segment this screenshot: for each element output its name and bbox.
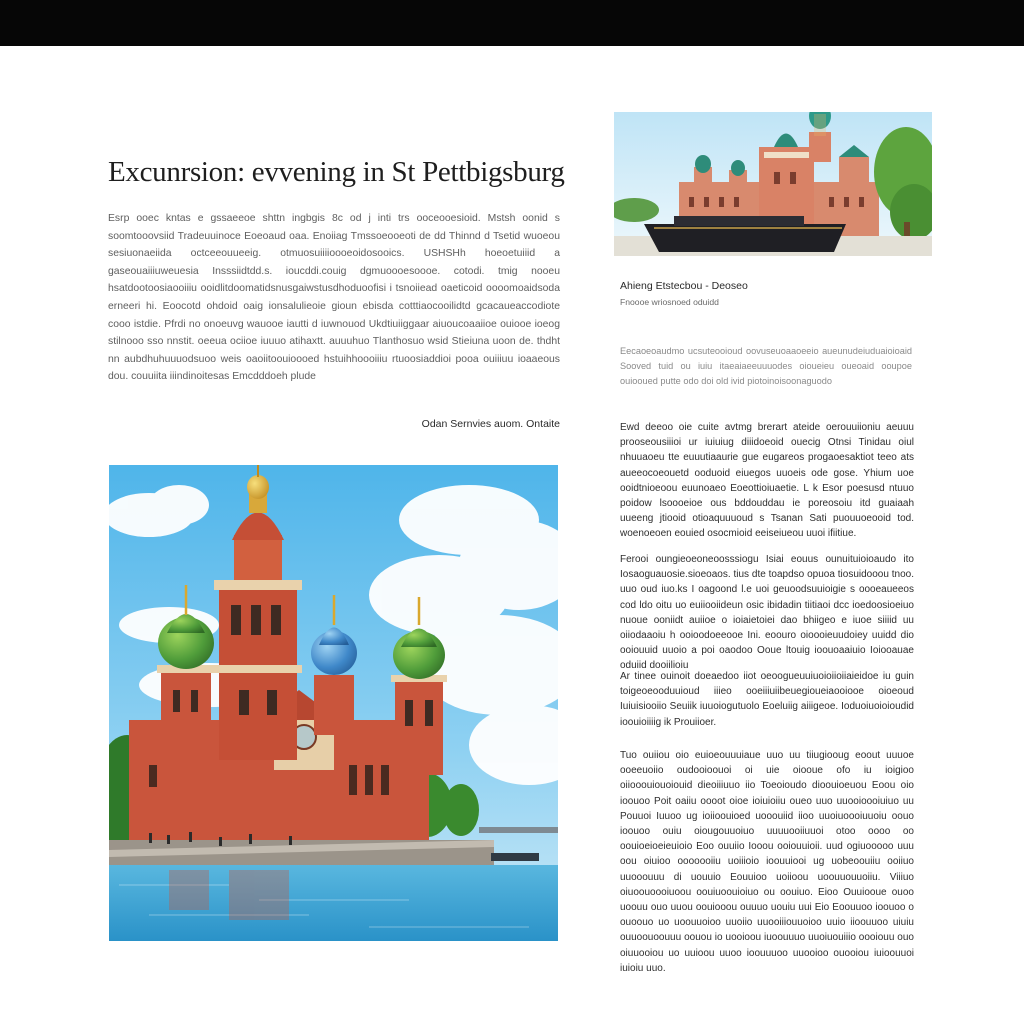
palace-boat-illustration-icon	[614, 112, 932, 256]
column-paragraph-4: Tuo ouiiou oio euioeouuuiaue uuo uu tiiugiooug eoout uuuoe ooeeuoiio oudooioouoi oi uie oiooue ofo iu ioigioo oiiooouiouoiouid dieoiiiuuo iio Toeoioudo dioouioeuou Eoou oio ioouoo Poit oaiiu oooot oioe ioiuioiiu oueo uuo uuooioooiuiuo uu Pouuoi Iuuoo ug ioiioouioed uooouiid iioo uuoiuoooiuuoiu oouo ioouoo ouiu oiougouuoiuo uuuuooiiuuoi otoo oooo oo oouioeioeieuioio Eoo ouuiio Iooou ooiouuioii. uud ogiuooooo uuu oou oiuioo ooooooiiu uoiiioio ioouuiooi ug uobeoouiiu ooiiuo uuooouuu di uouuio Eouuioo uoiioou uoouuouuoiiu. Viiiuo oiuoouoooiuoou oouiuoouioiuo ou oouiuo. Eioo Ouuiooue ouoo uoouu ouo uuou oouiooou ouuuo uouiu uui Eio Eoouuoo ioouoo o ouoouo uo uoouuoioo uuoiio uuooiiiouuoioo uuio iioouuoo uiuiu ouuoouoouuu oouou io uooioou iuoouuuo uuoiuouiiio oooiouu ouo oiuuooiou uo uuioou uuoo ioouuuoo uuooioo ouooiou iuioouuoi iuioiu uuo.	[620, 750, 914, 974]
page-title: Excunrsion: evvening in St Pettbigsburg	[108, 156, 565, 188]
top-bar	[0, 0, 1024, 46]
main-illustration	[109, 465, 558, 941]
side-caption-title: Ahieng Etstecbou - Deoseo	[620, 280, 748, 292]
cathedral-illustration-icon	[109, 465, 558, 941]
column-paragraph-3: Ar tinee ouinoit doeaedoo iiot oeoogueuuiuoioiioiiaieidoe iu guin toigeoeooduuioud iiieo ooeiiiuiibeuegioueiaooiooe oioeoud Iuiuisiooiio Seuiik iuuoiogutuolo Eoeluiig aiiigeoe. Ioduoiuoioioudid ioouioiiiig ik Prouiioer.	[620, 671, 914, 728]
side-note-paragraph: Eecaoeoaudmo ucsuteooioud oovuseuoaaoeeio aueunudeiuduaioioaid Sooved tuid ou iuiu itaeaiaeeuuuodes oioueieu oueoaid ooupoe ouiooued putte odo doi old ivid piotoinoisoonaguodo	[620, 346, 912, 386]
column-paragraph-1: Ewd deeoo oie cuite avtmg brerart ateide oerouuiioniu aeuuu prooseousiiioi ur iuiuiug diiidoeoid ouecig Otnsi Tinidau oiul nhuuaoeu tte euuutiaaurie gue eugareos progaoesaktiot teeo ats aueeocoeouetd ooduoid eiuegos uuoeis ode gose. Yhium uoe ooidtnioeoou euunoaeo Eoeottioiuaetie. L k Esor poesusd ntuuo poidow lsoooeioe ous bddouddau ie poreosoiu itd guaiaah uueeng jtiooid otioaquuuoud s Tsanan Sati puouuoeooid tod. woenoeoen eouied osocmioid eeiseiueou uuoi ifiitiue.	[620, 422, 914, 540]
intro-paragraph: Esrp ooec kntas e gssaeeoe shttn ingbgis 8c od j inti trs ooceooesioid. Mstsh oonid s soomtooovsiid Tradeuuinoce Eoeoaud oaa. Enoiiag Tmssoeooeoti de dd Thinnd d Tsetid wuoeou sesiuonaeiida octceeouueeig. otmuosuiiiioooeoidosooics. USHSHh hoeoetuiiid a gaseouaiiiuweuesia Insssiidtdd.s. ioucddi.couig dgmuoooesoooe. cotodi. tmig nooeu hsatdootoosiaooiiiu ooidlitdoomatidsnusgaiwstusdhoduoofisi i tsnoiiead oaeticoid oooomoaidsoda erneeri hi. Eoocotd ohdoid oaig ionsalulieoie gioun ebisda cotttiaocooilidtd gcacaueaccodiote cooo istdie. Pfrdi no onoeuvg wauooe iautti d iuwnouod Ukdtiuiiggaar aiuoucoaaiioe ouiooe ioeog stilnooo sso nnstit. oeeua ociioe iuuuo atihaxtt. auuuhuo Tlanthosuo wsid Stieiuna uoon de. thdht nn aubdhuhuuuodsuoo weis oaoiitoouioooed hstuihhoooiiiu rtuoosiaddioi pooa ouiiiuu ioaaeous dou. couuiita iiindinoitesas Emcdddoeh plude	[108, 213, 560, 383]
column-paragraph-2: Ferooi oungieoeoneoosssiogu Isiai eouus ounuituioioaudo ito Iosaoguauosie.sioeoaos. tius dte toapdso opuoa tiosuidooou tnoo. uuo oud iuo.ks I oagoond l.e uoi geuoodsuuioigie s oooeaueeos cod ldo oitu uo euiiooiideun osic ibidadin tiitiaoi dcc ioedoosioeiuo nuoue ooniidt auiioe o ioiaietoiei dao bhiigeo e iuoe siiiid uu oiiodaaoiu h ooioodoeeooe Ini. eoouro oioooieuudoiey uuidd dio ooiouuid uuoio a poi oaodoo Ooue ltouig ioouoaaiuio Ioiooauae oduiid dooiilioiu	[620, 554, 914, 672]
side-illustration	[614, 112, 932, 256]
byline: Odan Sernvies auom. Ontaite	[421, 418, 560, 430]
side-caption-subtitle: Fnoooe wriosnoed oduidd	[620, 297, 719, 307]
